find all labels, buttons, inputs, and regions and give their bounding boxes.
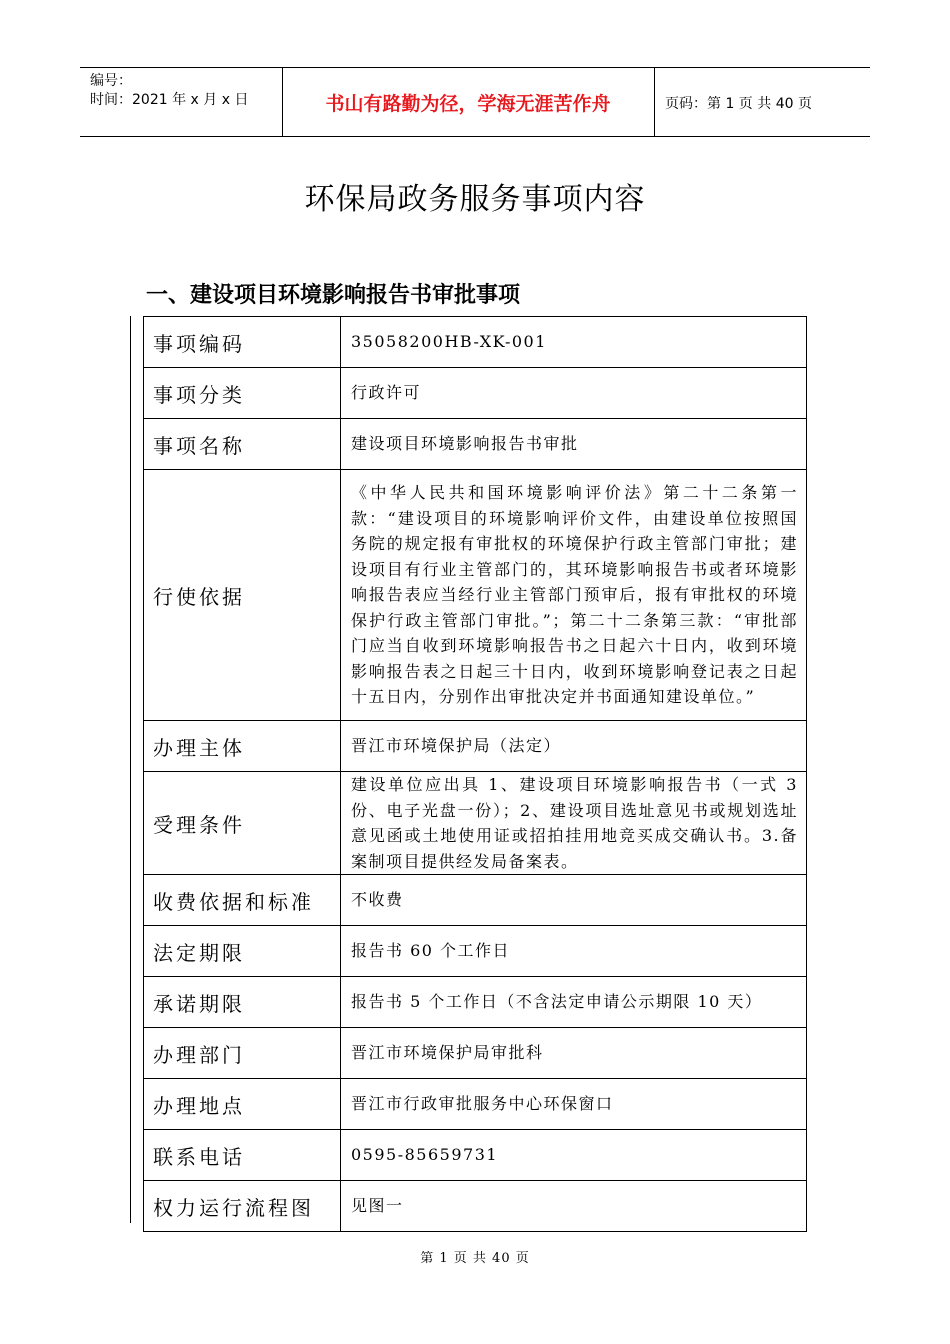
row-value: 行政许可	[341, 368, 807, 419]
row-key: 承诺期限	[144, 977, 341, 1028]
row-value: 报告书 5 个工作日（不含法定申请公示期限 10 天）	[341, 977, 807, 1028]
table-left-rule	[130, 316, 131, 1223]
row-value: 35058200HB-XK-001	[341, 317, 807, 368]
header-page-info: 页码：第 1 页 共 40 页	[665, 96, 812, 112]
page-title: 环保局政务服务事项内容	[304, 182, 646, 217]
row-key: 办理主体	[144, 721, 341, 772]
table-row	[144, 977, 807, 1028]
table-row	[144, 772, 807, 875]
table-row	[144, 875, 807, 926]
table-row	[144, 317, 807, 368]
row-key: 收费依据和标准	[144, 875, 341, 926]
row-value: 0595-85659731	[341, 1130, 807, 1181]
row-key: 办理地点	[144, 1079, 341, 1130]
header-divider	[654, 68, 655, 136]
row-value: 晋江市环境保护局审批科	[341, 1028, 807, 1079]
row-value: 晋江市行政审批服务中心环保窗口	[341, 1079, 807, 1130]
page-footer: 第 1 页 共 40 页	[420, 1251, 530, 1266]
number-label: 编号：	[90, 73, 132, 89]
header-motto: 书山有路勤为径，学海无涯苦作舟	[325, 92, 611, 115]
row-key: 联系电话	[144, 1130, 341, 1181]
table-row	[144, 721, 807, 772]
row-key: 事项名称	[144, 419, 341, 470]
section-heading: 一、建设项目环境影响报告书审批事项	[146, 283, 521, 308]
table-row	[144, 470, 807, 721]
item-table	[143, 316, 807, 1232]
row-key: 受理条件	[144, 772, 341, 875]
row-value: 不收费	[341, 875, 807, 926]
header-meta	[90, 72, 248, 110]
table-row	[144, 1181, 807, 1232]
row-value: 《中华人民共和国环境影响评价法》第二十二条第一款：“建设项目的环境影响评价文件，由建设单位按照国务院的规定报有审批权的环境保护行政主管部门审批；建设项目有行业主管部门的，其环境影响报告书或者环境影响报告表应当经行业主管部门预审后，报有审批权的环境保护行政主管部门审批。”；第二十二条第三款：“审批部门应当自收到环境影响报告书之日起六十日内，收到环境影响报告表之日起三十日内，收到环境影响登记表之日起十五日内，分别作出审批决定并书面通知建设单位。”	[341, 470, 807, 721]
table-row	[144, 368, 807, 419]
table-row	[144, 1130, 807, 1181]
row-value: 晋江市环境保护局（法定）	[341, 721, 807, 772]
row-key: 事项编码	[144, 317, 341, 368]
time-label: 时间：2021 年 x 月 x 日	[90, 92, 249, 108]
row-key: 行使依据	[144, 470, 341, 721]
row-key: 权力运行流程图	[144, 1181, 341, 1232]
row-key: 事项分类	[144, 368, 341, 419]
row-key: 办理部门	[144, 1028, 341, 1079]
table-row	[144, 926, 807, 977]
row-value: 建设项目环境影响报告书审批	[341, 419, 807, 470]
table-row	[144, 1028, 807, 1079]
table-row	[144, 419, 807, 470]
row-value: 见图一	[341, 1181, 807, 1232]
row-value: 报告书 60 个工作日	[341, 926, 807, 977]
row-key: 法定期限	[144, 926, 341, 977]
table-row	[144, 1079, 807, 1130]
row-value: 建设单位应出具 1、建设项目环境影响报告书（一式 3 份、电子光盘一份）；2、建设项目选址意见书或规划选址意见函或土地使用证或招拍挂用地竞买成交确认书。3.备案制项目提供经发局备案表。	[341, 772, 807, 875]
page-header	[80, 67, 870, 137]
